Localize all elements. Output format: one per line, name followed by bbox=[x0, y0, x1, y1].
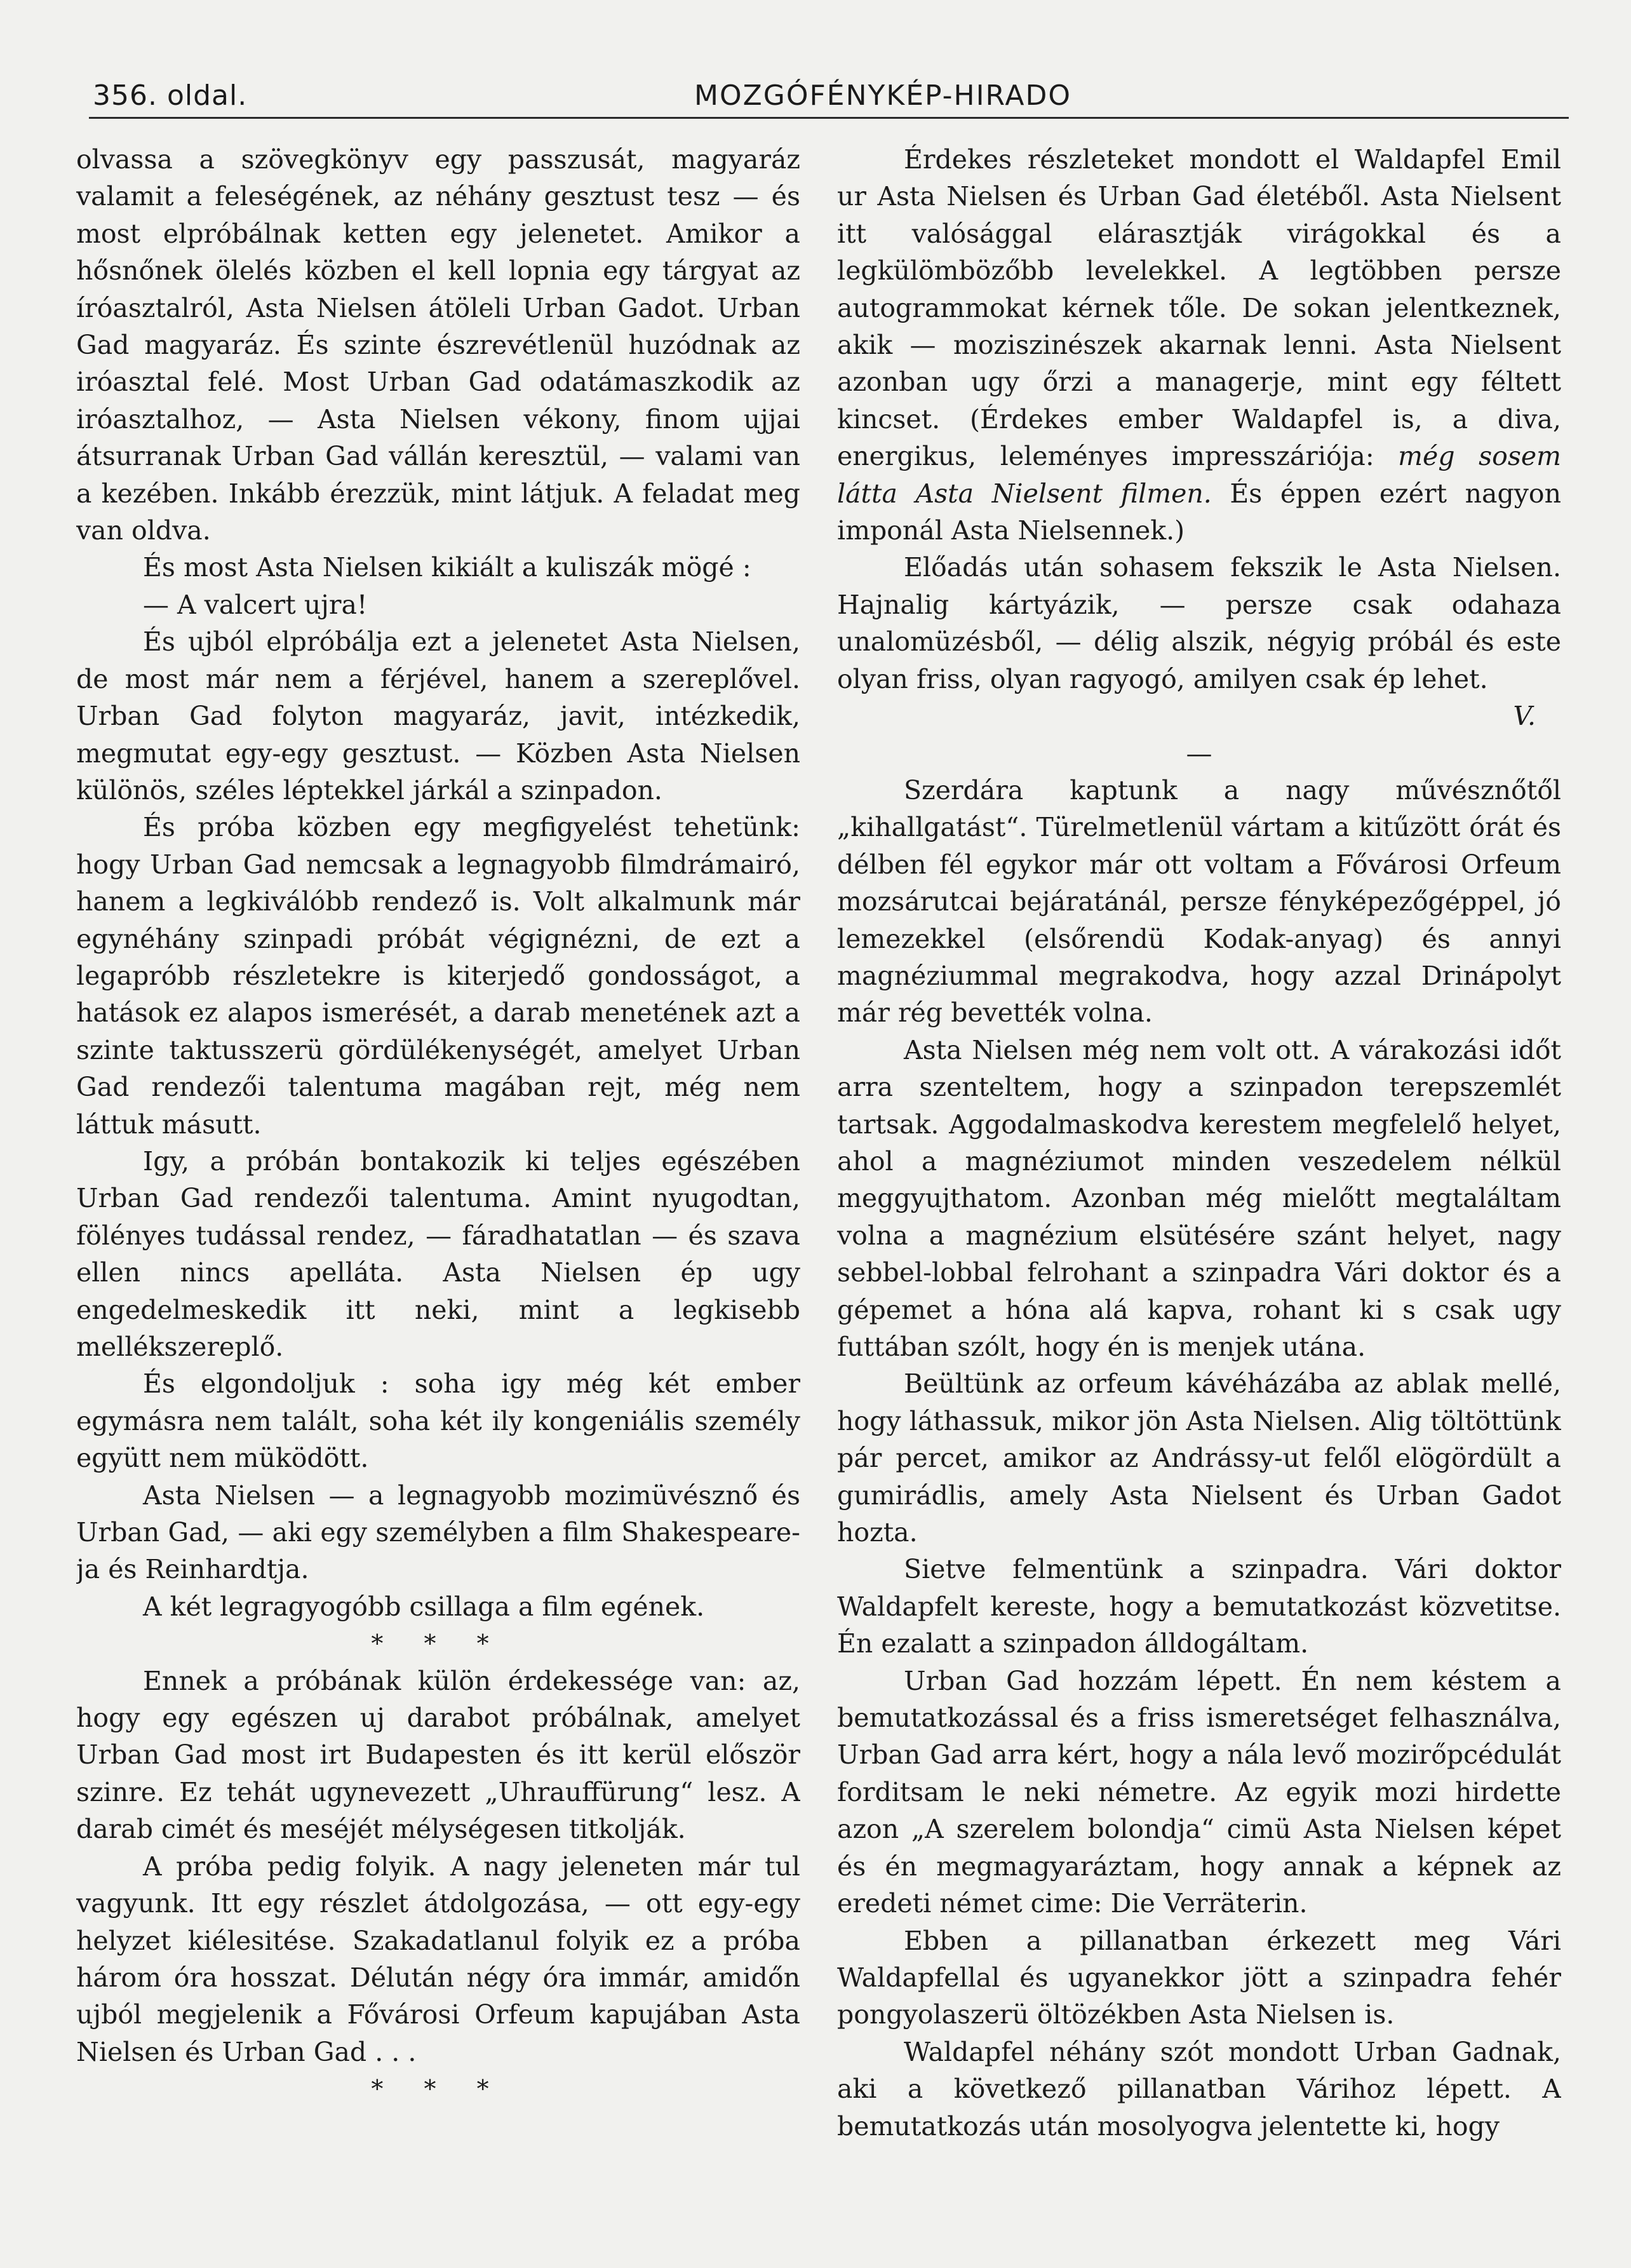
paragraph: És elgondoljuk : soha igy még két ember egymásra nem talált, soha két ily kongeniális személy együtt nem müködött. bbox=[76, 1368, 800, 1474]
section-separator: * * * bbox=[371, 1630, 506, 1658]
paragraph: Asta Nielsen — a legnagyobb mozimüvésznő és Urban Gad, — aki egy személyben a film Shakespeare-ja és Reinhardtja. bbox=[76, 1480, 800, 1585]
section-dash: — bbox=[1186, 738, 1212, 769]
paragraph: Beültünk az orfeum kávéházába az ablak mellé, hogy láthassuk, mikor jön Asta Nielsen. Alig töltöttünk pár percet, amikor az Andrássy-ut felől elögördült a gumirádlis, amely Asta Nielsent és Urban Gadot hozta. bbox=[837, 1368, 1561, 1548]
author-signature: V. bbox=[1513, 701, 1536, 732]
left-column bbox=[76, 141, 800, 2199]
paragraph: Asta Nielsen még nem volt ott. A várakozási időt arra szenteltem, hogy a szinpadon terepszemlét tartsak. Aggodalmaskodva kerestem megfelelő helyet, ahol a magnéziumot minden veszedelem nélkül meggyujthatom. Azonban még mielőtt megtaláltam volna a magnézium elsütésére szánt helyet, nagy sebbel-lobbal felrohant a szinpadra Vári doktor és a gépemet a hóna alá kapva, rohant ki s csak ugy futtában szólt, hogy én is menjek utána. bbox=[837, 1034, 1561, 1362]
paragraph: — A valcert ujra! bbox=[143, 589, 368, 620]
italic-remark: még sosem látta Asta Nielsent filmen. bbox=[837, 441, 1561, 509]
paragraph: A próba pedig folyik. A nagy jeleneten már tul vagyunk. Itt egy részlet átdolgozása, — ott egy-egy helyzet kiélesitése. Szakadatlanul folyik ez a próba három óra hosszat. Délután négy óra immár, amidőn ujból megjelenik a Fővárosi Orfeum kapujában Asta Nielsen és Urban Gad . . . bbox=[76, 1851, 800, 2067]
paragraph bbox=[837, 141, 1561, 549]
paragraph: Igy, a próbán bontakozik ki teljes egészében Urban Gad rendezői talentuma. Amint nyugodtan, fölényes tudással rendez, — fáradhatatlan — és szava ellen nincs apelláta. Asta Nielsen ép ugy engedelmeskedik itt neki, mint a legkisebb mellékszereplő. bbox=[76, 1145, 800, 1362]
paragraph: A két legragyogóbb csillaga a film egének. bbox=[143, 1591, 705, 1622]
paragraph: Urban Gad hozzám lépett. Én nem késtem a bemutatkozással és a friss ismeretséget felhasználva, Urban Gad arra kért, hogy a nála levő mozirőpcédulát forditsam le neki németre. Az egyik mozi hirdette azon „A szerelem bolondja“ cimü Asta Nielsen képet és én megmagyaráztam, hogy annak a képnek az eredeti német cime: Die Verräterin. bbox=[837, 1665, 1561, 1919]
paragraph-text: És éppen ezért nagyon imponál Asta Nielsennek.) bbox=[837, 478, 1561, 546]
paragraph: olvassa a szövegkönyv egy passzusát, magyaráz valamit a feleségének, az néhány gesztust tesz — és most elpróbálnak ketten egy jelenetet. Amikor a hősnőnek ölelés közben el kell lopnia egy tárgyat az íróasztalról, Asta Nielsen átöleli Urban Gadot. Urban Gad magyaráz. És szinte észrevétlenül huzódnak az iróasztal felé. Most Urban Gad odatámaszkodik az iróasztalhoz, — Asta Nielsen vékony, finom ujjai átsurranak Urban Gad vállán keresztül, — valami van a kezében. Inkább érezzük, mint látjuk. A feladat meg van oldva. bbox=[76, 144, 800, 546]
paragraph: És most Asta Nielsen kikiált a kuliszák mögé : bbox=[143, 552, 751, 583]
paragraph: Szerdára kaptunk a nagy művésznőtől „kihallgatást“. Türelmetlenül vártam a kitűzött órát és délben fél egykor már ott voltam a Fővárosi Orfeum mozsárutcai bejáratánál, persze fényképezőgéppel, jó lemezekkel (elsőrendü Kodak-anyag) és annyi magnéziummal megrakodva, hogy azzal Drinápolyt már rég bevették volna. bbox=[837, 774, 1561, 1029]
paragraph: Ebben a pillanatban érkezett meg Vári Waldapfellal és ugyanekkor jött a szinpadra fehér pongyolaszerü öltözékben Asta Nielsen is. bbox=[837, 1925, 1561, 2030]
paragraph-text: Érdekes részleteket mondott el Waldapfel Emil ur Asta Nielsen és Urban Gad életéből. Asta Nielsent itt valósággal elárasztják virágokkal és a legkülömbözőbb levelekkel. A legtöbben persze autogrammokat kérnek tőle. De sokan jelentkeznek, akik — moziszinészek akarnak lenni. Asta Nielsent azonban ugy őrzi a managerje, mint egy féltett kincset. (Érdekes ember Waldapfel is, a diva, energikus, leleményes impresszáriója: bbox=[837, 144, 1561, 472]
page-header bbox=[89, 69, 1569, 119]
paragraph: Sietve felmentünk a szinpadra. Vári doktor Waldapfelt kereste, hogy a bemutatkozást közvetitse. Én ezalatt a szinpadon álldogáltam. bbox=[837, 1554, 1561, 1659]
paragraph: Előadás után sohasem fekszik le Asta Nielsen. Hajnalig kártyázik, — persze csak odahaza unalomüzésből, — délig alszik, négyig próbál és este olyan friss, olyan ragyogó, amilyen csak ép lehet. bbox=[837, 552, 1561, 694]
paragraph: Ennek a próbának külön érdekessége van: az, hogy egy egészen uj darabot próbálnak, amelyet Urban Gad most irt Budapesten és itt kerül először szinre. Ez tehát ugynevezett „Uhrauffürung“ lesz. A darab cimét és meséjét mélységesen titkolják. bbox=[76, 1665, 800, 1845]
running-title: MOZGÓFÉNYKÉP-HIRADO bbox=[694, 79, 1071, 112]
page-number: 356. oldal. bbox=[93, 79, 248, 112]
paragraph: És ujból elpróbálja ezt a jelenetet Asta Nielsen, de most már nem a férjével, hanem a szereplővel. Urban Gad folyton magyaráz, javit, intézkedik, megmutat egy-egy gesztust. — Közben Asta Nielsen különös, széles léptekkel járkál a szinpadon. bbox=[76, 626, 800, 806]
paragraph: És próba közben egy megfigyelést tehetünk: hogy Urban Gad nemcsak a legnagyobb filmdrámairó, hanem a legkiválóbb rendező is. Volt alkalmunk már egynéhány szinpadi próbát végignézni, de ezt a legapróbb részletekre is kiterjedő gondosságot, a hatások ez alapos ismerését, a darab menetének azt a szinte taktusszerü gördülékenységét, amelyet Urban Gad rendezői talentuma magában rejt, még nem láttuk másutt. bbox=[76, 812, 800, 1140]
right-column bbox=[837, 141, 1561, 2199]
paragraph: Waldapfel néhány szót mondott Urban Gadnak, aki a következő pillanatban Várihoz lépett. A bemutatkozás után mosolyogva jelentette ki, hogy bbox=[837, 2036, 1561, 2142]
section-separator: * * * bbox=[371, 2075, 506, 2103]
